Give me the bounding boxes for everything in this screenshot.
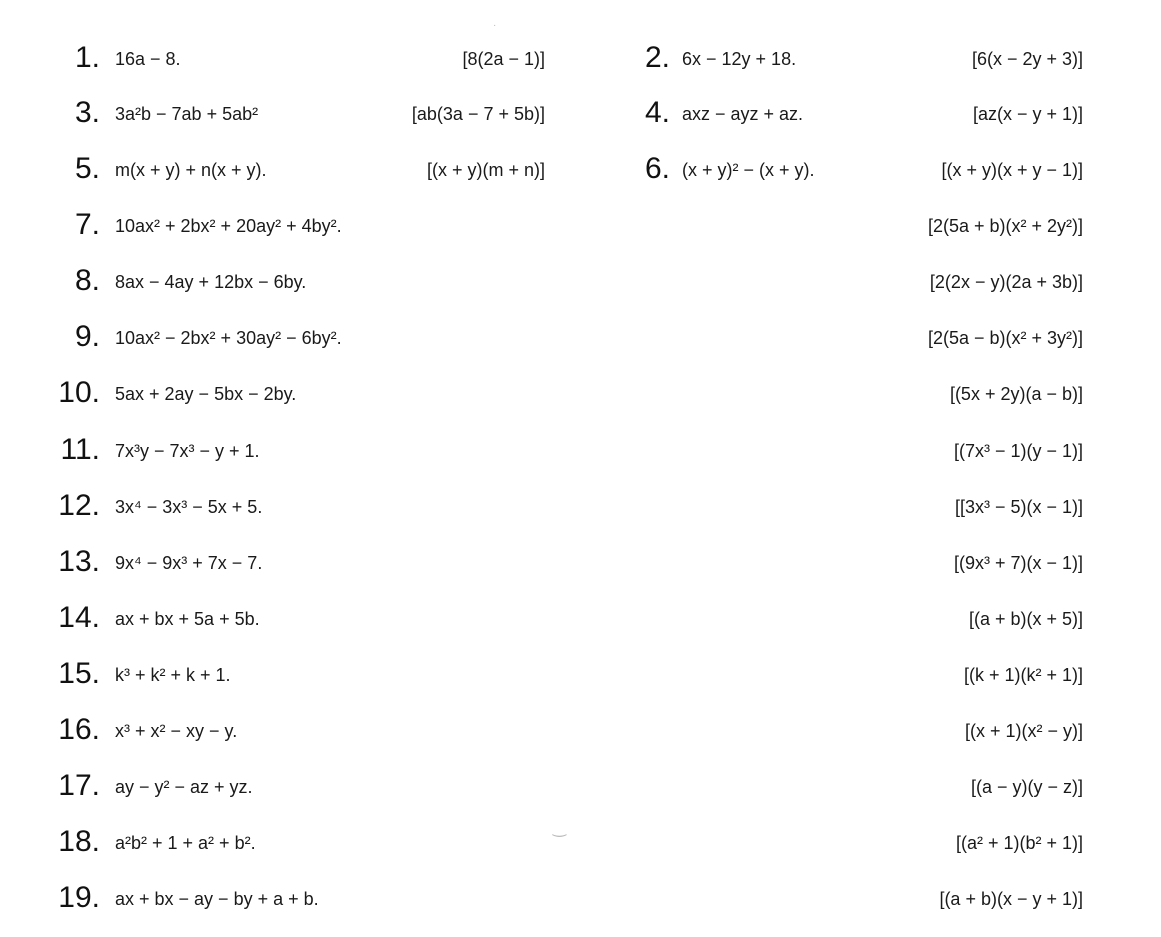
problem-answer: [8(2a − 1)]	[462, 49, 545, 69]
problem-expression: x³ + x² − xy − y.	[115, 721, 238, 741]
problem-answer: [2(5a − b)(x² + 3y²)]	[927, 328, 1083, 348]
problem-12	[0, 486, 1161, 532]
problem-answer: [(5x + 2y)(a − b)]	[949, 384, 1083, 404]
problem-expression: 3x⁴ − 3x³ − 5x + 5.	[115, 497, 263, 517]
problem-expression: m(x + y) + n(x + y).	[115, 160, 267, 180]
problem-expression: 10ax² − 2bx² + 30ay² − 6by².	[115, 328, 342, 348]
problem-expression: (x + y)² − (x + y).	[682, 160, 815, 180]
problem-2	[0, 38, 1161, 84]
problem-18	[0, 822, 1161, 868]
problem-expression: 16a − 8.	[115, 49, 181, 69]
problem-number: 19.	[58, 881, 100, 914]
problem-number: 17.	[58, 769, 100, 802]
problem-expression: ay − y² − az + yz.	[115, 777, 253, 797]
problem-expression: 5ax + 2ay − 5bx − 2by.	[115, 384, 297, 404]
problem-number: 5.	[74, 152, 100, 185]
problem-13	[0, 542, 1161, 588]
problem-number: 8.	[74, 264, 100, 297]
problem-11	[0, 430, 1161, 476]
problem-answer: [(7x³ − 1)(y − 1)]	[953, 441, 1083, 461]
problem-answer: [(a + b)(x − y + 1)]	[939, 889, 1083, 909]
problem-number: 10.	[58, 376, 100, 409]
problem-15	[0, 654, 1161, 700]
problem-number: 11.	[60, 433, 100, 466]
problem-number: 16.	[58, 713, 100, 746]
problem-19	[0, 878, 1161, 924]
problem-expression: ax + bx − ay − by + a + b.	[115, 889, 319, 909]
problem-expression: ax + bx + 5a + 5b.	[115, 609, 260, 629]
scan-speck: ·	[493, 20, 497, 31]
problem-answer: [az(x − y + 1)]	[972, 104, 1083, 124]
problem-expression: 8ax − 4ay + 12bx − 6by.	[115, 272, 307, 292]
problem-answer: [(a − y)(y − z)]	[970, 777, 1083, 797]
problem-expression: 7x³y − 7x³ − y + 1.	[115, 441, 260, 461]
problem-answer: [(9x³ + 7)(x − 1)]	[953, 553, 1083, 573]
problem-number: 7.	[74, 208, 100, 241]
problem-expression: 10ax² + 2bx² + 20ay² + 4by².	[115, 216, 342, 236]
problem-6	[0, 149, 1161, 195]
problem-4	[0, 93, 1161, 139]
problem-number: 13.	[58, 545, 100, 578]
problem-expression: 9x⁴ − 9x³ + 7x − 7.	[115, 553, 263, 573]
problem-14	[0, 598, 1161, 644]
problem-answer: [[3x³ − 5)(x − 1)]	[954, 497, 1083, 517]
problem-7	[0, 205, 1161, 251]
problem-number: 9.	[74, 320, 100, 353]
problem-answer: [2(5a + b)(x² + 2y²)]	[927, 216, 1083, 236]
problem-answer: [6(x − 2y + 3)]	[971, 49, 1083, 69]
problem-10	[0, 373, 1161, 419]
scan-speck: ‿	[553, 820, 566, 837]
problem-number: 15.	[58, 657, 100, 690]
problem-number: 2.	[644, 41, 670, 74]
problem-number: 14.	[58, 601, 100, 634]
problem-expression: axz − ayz + az.	[682, 104, 804, 124]
problem-number: 18.	[58, 825, 100, 858]
problem-answer: [(a + b)(x + 5)]	[968, 609, 1083, 629]
problem-17	[0, 766, 1161, 812]
problem-answer: [(x + 1)(x² − y)]	[964, 721, 1083, 741]
problem-9	[0, 317, 1161, 363]
problem-16	[0, 710, 1161, 756]
problem-expression: 6x − 12y + 18.	[682, 49, 797, 69]
problem-expression: 3a²b − 7ab + 5ab²	[115, 104, 259, 124]
problem-8	[0, 261, 1161, 307]
problem-answer: [(k + 1)(k² + 1)]	[963, 665, 1083, 685]
problem-answer: [(a² + 1)(b² + 1)]	[955, 833, 1083, 853]
problem-expression: a²b² + 1 + a² + b².	[115, 833, 256, 853]
problem-answer: [(x + y)(x + y − 1)]	[941, 160, 1083, 180]
problem-number: 12.	[58, 489, 100, 522]
problem-answer: [(x + y)(m + n)]	[426, 160, 545, 180]
problem-answer: [2(2x − y)(2a + 3b)]	[929, 272, 1083, 292]
problem-number: 3.	[74, 96, 100, 129]
problem-expression: k³ + k² + k + 1.	[115, 665, 231, 685]
problem-number: 4.	[644, 96, 670, 129]
problem-answer: [ab(3a − 7 + 5b)]	[411, 104, 545, 124]
problem-number: 6.	[644, 152, 670, 185]
problem-number: 1.	[74, 41, 100, 74]
